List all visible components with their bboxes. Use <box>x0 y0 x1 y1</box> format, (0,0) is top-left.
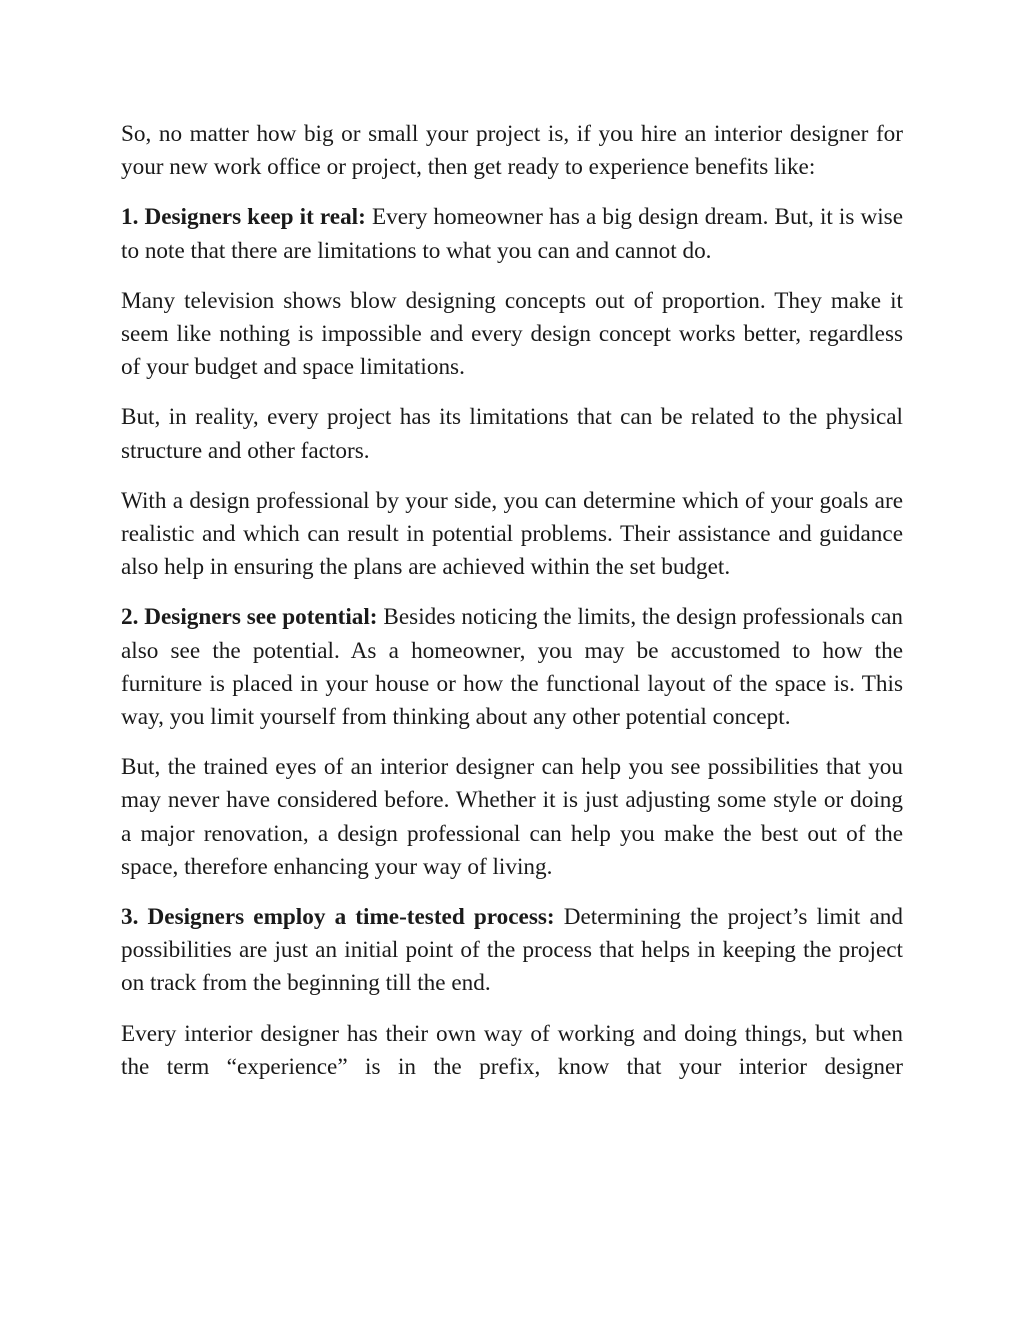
paragraph-benefit-3 <box>121 901 903 1001</box>
paragraph-trained-eyes <box>121 751 903 884</box>
paragraph-text: Besides noticing the limits, the design professionals can also see the potential. As a homeowner, you may be accustomed to how the furniture is placed in your house or how the functional layout of the space is. This way, you limit yourself from thinking about any other potential concept. <box>121 604 904 731</box>
paragraph-television-shows <box>121 285 903 385</box>
paragraph-text: With a design professional by your side, you can determine which of your goals are realistic and which can result in potential problems. Their assistance and guidance also help in ensuring the plans are achieved within the set budget. <box>121 487 903 581</box>
paragraph-heading: 2. Designers see potential: <box>121 604 378 631</box>
paragraph-text: Determining the project’s limit and possibilities are just an initial point of the process that helps in keeping the project on track from the beginning till the end. <box>121 904 903 997</box>
paragraph-heading: 1. Designers keep it real: <box>121 204 366 231</box>
paragraph-benefit-2 <box>121 601 903 734</box>
paragraph-design-professional <box>121 485 903 585</box>
paragraph-text: But, in reality, every project has its limitations that can be related to the physical structure and other factors. <box>121 404 903 464</box>
paragraph-text: Many television shows blow designing concepts out of proportion. They make it seem like nothing is impossible and every design concept works better, regardless of your budget and space limitations. <box>121 287 903 381</box>
paragraph-heading: 3. Designers employ a time-tested process: <box>121 904 555 931</box>
paragraph-text: But, the trained eyes of an interior designer can help you see possibilities that you may never have considered before. Whether it is just adjusting some style or doing a major renovation, a design professional can help you make the best out of the space, therefore enhancing your way of living. <box>121 754 903 880</box>
paragraph-intro <box>121 118 903 184</box>
paragraph-reality <box>121 401 903 467</box>
document-body <box>121 118 903 1101</box>
paragraph-benefit-1 <box>121 201 903 267</box>
paragraph-experience <box>121 1018 903 1084</box>
paragraph-text: Every interior designer has their own way of working and doing things, but when the term “experience” is in the prefix, know that your interior designer <box>121 1020 903 1080</box>
paragraph-text: Every homeowner has a big design dream. But, it is wise to note that there are limitations to what you can and cannot do. <box>121 204 903 264</box>
paragraph-text: So, no matter how big or small your project is, if you hire an interior designer for your new work office or project, then get ready to experience benefits like: <box>121 121 903 181</box>
